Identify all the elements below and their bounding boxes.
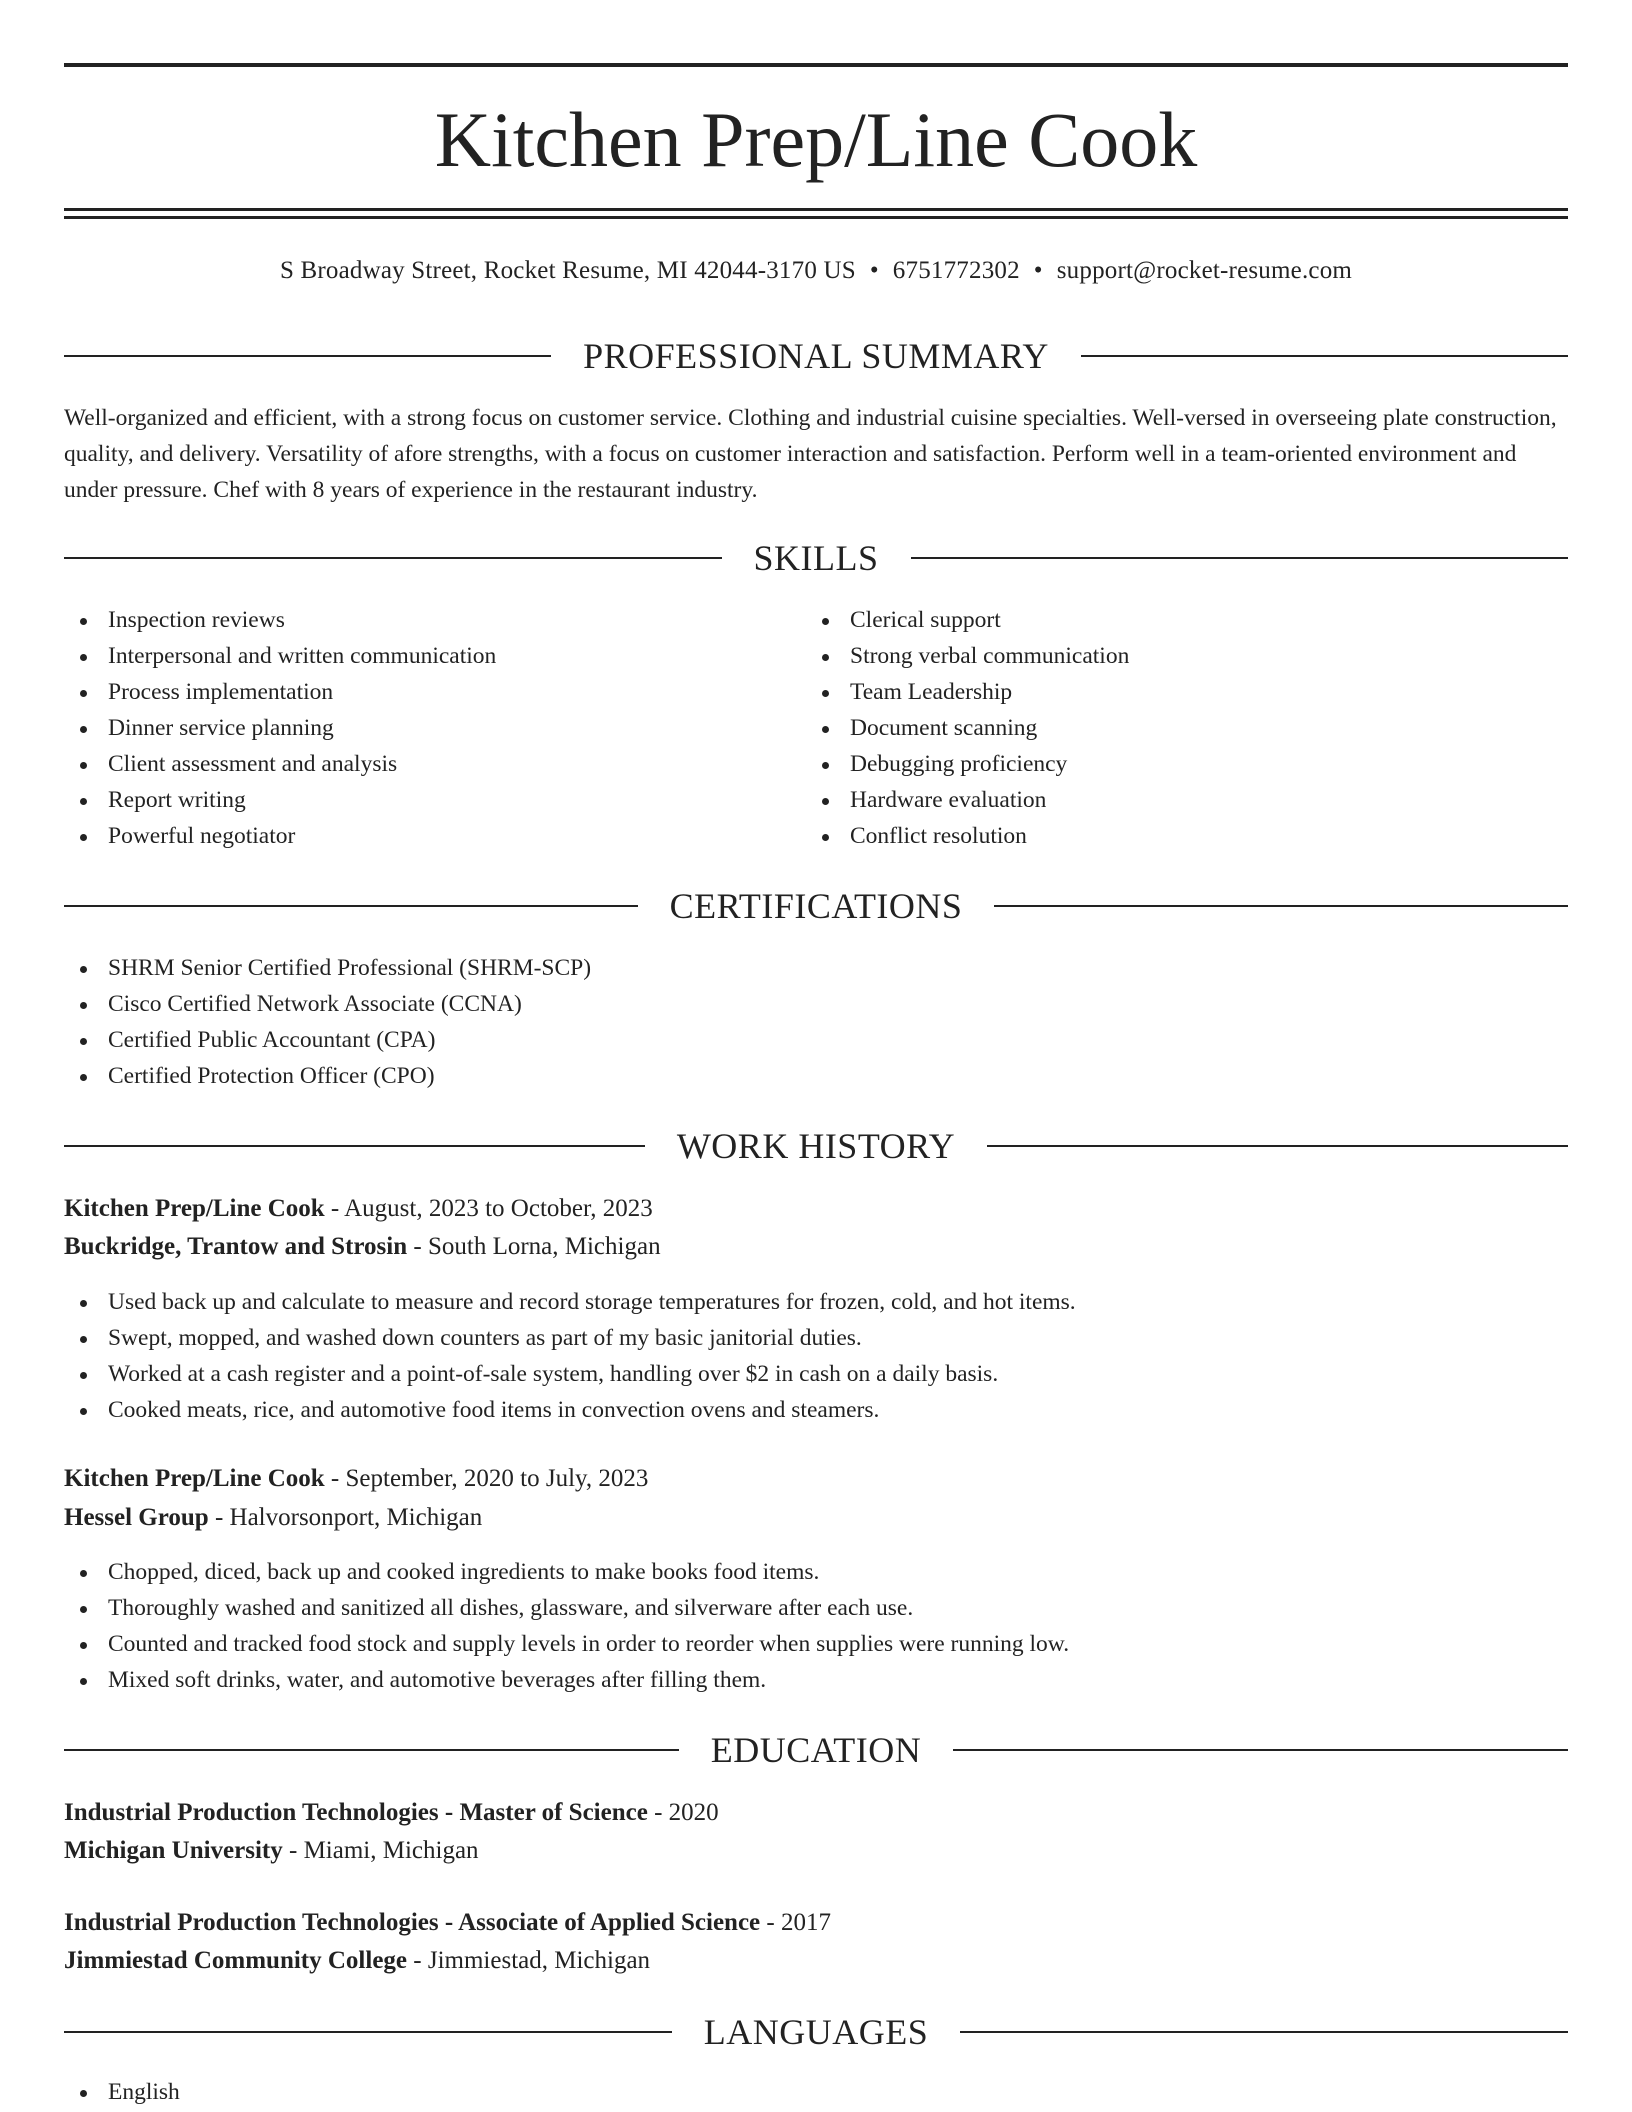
skill-item: Debugging proficiency (806, 746, 1129, 782)
job-duty: Mixed soft drinks, water, and automotive beverages after filling them. (64, 1662, 1069, 1698)
job-title-line (64, 1460, 1568, 1498)
certification-item: SHRM Senior Certified Professional (SHRM-SCP) (64, 950, 591, 986)
heading-rule (64, 905, 638, 907)
section-heading-languages (64, 2010, 1568, 2054)
education-degree: Industrial Production Technologies - Master of Science (64, 1799, 648, 1826)
heading-rule (1081, 355, 1568, 357)
job-duties-list (64, 1284, 1076, 1428)
job-title: Kitchen Prep/Line Cook (64, 1195, 325, 1222)
skill-item: Process implementation (64, 674, 496, 710)
education-school-line (64, 1942, 1568, 1980)
skill-item: Report writing (64, 782, 496, 818)
contact-separator: • (869, 257, 879, 284)
job-title: Kitchen Prep/Line Cook (64, 1465, 325, 1492)
education-year: - 2020 (647, 1799, 719, 1826)
skill-item: Hardware evaluation (806, 782, 1129, 818)
skills-list-left (64, 602, 496, 854)
heading-rule (911, 557, 1569, 559)
heading-rule (994, 905, 1568, 907)
section-heading-certifications (64, 884, 1568, 928)
certifications-list (64, 950, 591, 1094)
section-heading-work-history (64, 1124, 1568, 1168)
skill-item: Client assessment and analysis (64, 746, 496, 782)
certification-item: Certified Public Accountant (CPA) (64, 1022, 591, 1058)
job-company-line (64, 1499, 1568, 1537)
languages-list (64, 2074, 180, 2110)
heading-rule (64, 557, 722, 559)
skill-item: Document scanning (806, 710, 1129, 746)
contact-separator: • (1033, 257, 1043, 284)
job-duty: Used back up and calculate to measure and record storage temperatures for frozen, cold, and hot items. (64, 1284, 1076, 1320)
contact-line (64, 254, 1568, 288)
section-heading-summary (64, 334, 1568, 378)
skill-item: Dinner service planning (64, 710, 496, 746)
top-rule (64, 63, 1568, 67)
heading-rule (64, 2031, 672, 2033)
certification-item: Certified Protection Officer (CPO) (64, 1058, 591, 1094)
certification-item: Cisco Certified Network Associate (CCNA) (64, 986, 591, 1022)
skill-item: Conflict resolution (806, 818, 1129, 854)
header-double-rule (64, 208, 1568, 219)
language-item: English (64, 2074, 180, 2110)
section-title: CERTIFICATIONS (669, 886, 963, 926)
education-location: - Jimmiestad, Michigan (407, 1947, 651, 1974)
heading-rule (64, 1749, 679, 1751)
section-title: EDUCATION (710, 1730, 922, 1770)
heading-rule (64, 355, 551, 357)
job-duties-list (64, 1554, 1069, 1698)
education-year: - 2017 (760, 1909, 831, 1936)
job-duty: Swept, mopped, and washed down counters as part of my basic janitorial duties. (64, 1320, 1076, 1356)
heading-rule (64, 1145, 645, 1147)
skill-item: Powerful negotiator (64, 818, 496, 854)
contact-address: S Broadway Street, Rocket Resume, MI 42044-3170 US (279, 257, 856, 284)
skills-list-right (806, 602, 1129, 854)
heading-rule (987, 1145, 1568, 1147)
contact-phone: 6751772302 (892, 257, 1020, 284)
section-heading-skills (64, 536, 1568, 580)
job-company: Hessel Group (64, 1504, 209, 1531)
education-degree-line (64, 1904, 1568, 1942)
job-duty: Chopped, diced, back up and cooked ingredients to make books food items. (64, 1554, 1069, 1590)
job-company: Buckridge, Trantow and Strosin (64, 1233, 408, 1260)
skill-item: Clerical support (806, 602, 1129, 638)
contact-email: support@rocket-resume.com (1056, 257, 1353, 284)
section-title: LANGUAGES (703, 2012, 929, 2052)
skill-item: Strong verbal communication (806, 638, 1129, 674)
job-duty: Cooked meats, rice, and automotive food items in convection ovens and steamers. (64, 1392, 1076, 1428)
education-degree: Industrial Production Technologies - Associate of Applied Science (64, 1909, 761, 1936)
education-school: Jimmiestad Community College (64, 1947, 408, 1974)
skill-item: Inspection reviews (64, 602, 496, 638)
skill-item: Team Leadership (806, 674, 1129, 710)
job-company-line (64, 1228, 1568, 1266)
job-duty: Worked at a cash register and a point-of-sale system, handling over $2 in cash on a daily basis. (64, 1356, 1076, 1392)
candidate-name: Kitchen Prep/Line Cook (434, 96, 1198, 183)
job-title-line (64, 1190, 1568, 1228)
education-school-line (64, 1832, 1568, 1870)
job-duty: Thoroughly washed and sanitized all dishes, glassware, and silverware after each use. (64, 1590, 1069, 1626)
job-dates: - August, 2023 to October, 2023 (324, 1195, 653, 1222)
summary-text: Well-organized and efficient, with a strong focus on customer service. Clothing and industrial cuisine specialties. Well-versed in overseeing plate construction, quality, and delivery. Versatility of afore strengths, with a focus on customer interaction and satisfaction. Perform well in a team-oriented environment and under pressure. Chef with 8 years of experience in the restaurant industry. (64, 405, 1557, 503)
job-duty: Counted and tracked food stock and supply levels in order to reorder when supplies were running low. (64, 1626, 1069, 1662)
heading-rule (953, 1749, 1568, 1751)
skill-item: Interpersonal and written communication (64, 638, 496, 674)
education-location: - Miami, Michigan (282, 1837, 479, 1864)
job-dates: - September, 2020 to July, 2023 (324, 1465, 649, 1492)
job-location: - Halvorsonport, Michigan (208, 1504, 483, 1531)
education-degree-line (64, 1794, 1568, 1832)
job-location: - South Lorna, Michigan (407, 1233, 661, 1260)
section-title: WORK HISTORY (676, 1126, 956, 1166)
section-title: PROFESSIONAL SUMMARY (583, 336, 1049, 376)
section-title: SKILLS (753, 538, 879, 578)
education-school: Michigan University (64, 1837, 283, 1864)
heading-rule (960, 2031, 1568, 2033)
section-heading-education (64, 1728, 1568, 1772)
